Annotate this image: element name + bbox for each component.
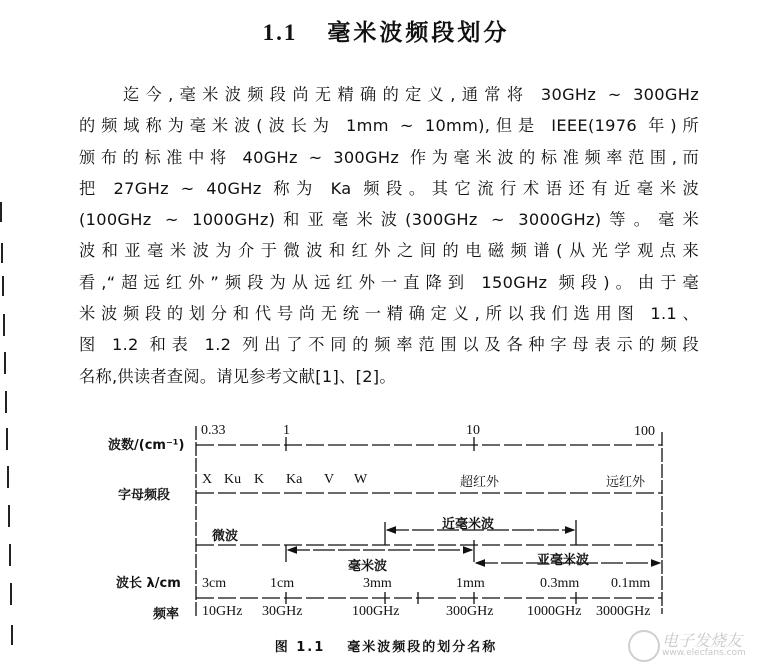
row-label-wavenumber: 波数/(cm⁻¹) [108,438,185,453]
wavelength-tick: 1mm [456,576,485,591]
infrared-label-far: 远红外 [606,475,646,490]
paragraph-line: 图 1.2 和表 1.2 列出了不同的频率范围以及各种字母表示的频段 [79,335,699,355]
section-title: 毫米波频段划分 [327,20,510,46]
wavelength-tick: 3cm [202,576,227,591]
row-label-letter-band: 字母频段 [118,488,171,503]
paragraph-line: 把 27GHz ~ 40GHz 称为 Ka 频段。其它流行术语还有近毫米波 [79,178,699,198]
wavelength-tick: 0.3mm [540,576,580,591]
wavelength-tick: 3mm [363,576,392,591]
frequency-tick: 1000GHz [527,604,582,619]
wavenumber-tick: 1 [283,423,290,438]
letter-band: Ka [286,472,303,487]
region-microwave: 微波 [212,529,239,544]
paragraph-line: (100GHz ~ 1000GHz)和亚毫米波(300GHz ~ 3000GHz)等。毫米 [79,210,699,230]
frequency-tick: 10GHz [202,604,243,619]
caption-number: 图 1.1 [274,640,326,655]
row-label-frequency: 频率 [153,607,180,622]
letter-band: X [202,472,213,487]
paragraph-line: 颁布的标准中将 40GHz ~ 300GHz 作为毫米波的标准频率范围,而 [79,147,699,167]
wavelength-tick: 1cm [270,576,295,591]
frequency-tick: 100GHz [352,604,400,619]
letter-band: W [354,472,368,487]
region-sub-mmw: 亚毫米波 [537,553,590,568]
letter-band: V [324,472,335,487]
letter-band: K [254,472,265,487]
paragraph-line: 看,“超远红外”频段为从远红外一直降到 150GHz 频段)。由于毫 [79,272,699,292]
frequency-tick: 30GHz [262,604,303,619]
frequency-tick: 3000GHz [596,604,651,619]
frequency-tick: 300GHz [446,604,494,619]
paragraph-line: 名称,供读者查阅。请见参考文献[1]、[2]。 [79,366,396,386]
paragraph-line: 波和亚毫米波为介于微波和红外之间的电磁频谱(从光学观点来 [79,241,699,261]
region-near-mmw: 近毫米波 [442,517,495,532]
caption-title: 毫米波频段的划分名称 [347,640,498,655]
watermark-logo-icon [628,630,660,662]
watermark-url: www.elecfans.com [662,648,746,658]
region-mmw: 毫米波 [348,559,388,574]
letter-band: Ku [224,472,242,487]
row-label-wavelength: 波长 λ/cm [116,576,181,591]
paragraph-line: 迄今,毫米波频段尚无精确的定义,通常将 30GHz ~ 300GHz [123,85,699,104]
wavenumber-tick: 100 [634,424,655,439]
wavenumber-tick: 0.33 [201,423,226,438]
section-number: 1.1 [262,20,298,45]
paragraph-line: 米波频段的划分和代号尚无统一精确定义,所以我们选用图 1.1、 [79,304,699,324]
infrared-label-super: 超红外 [460,475,500,490]
watermark-title: 电子发烧友 [662,631,743,650]
wavelength-tick: 0.1mm [611,576,651,591]
wavenumber-tick: 10 [466,423,480,438]
paragraph-line: 的频域称为毫米波(波长为 1mm ~ 10mm),但是 IEEE(1976 年)所 [79,116,699,136]
